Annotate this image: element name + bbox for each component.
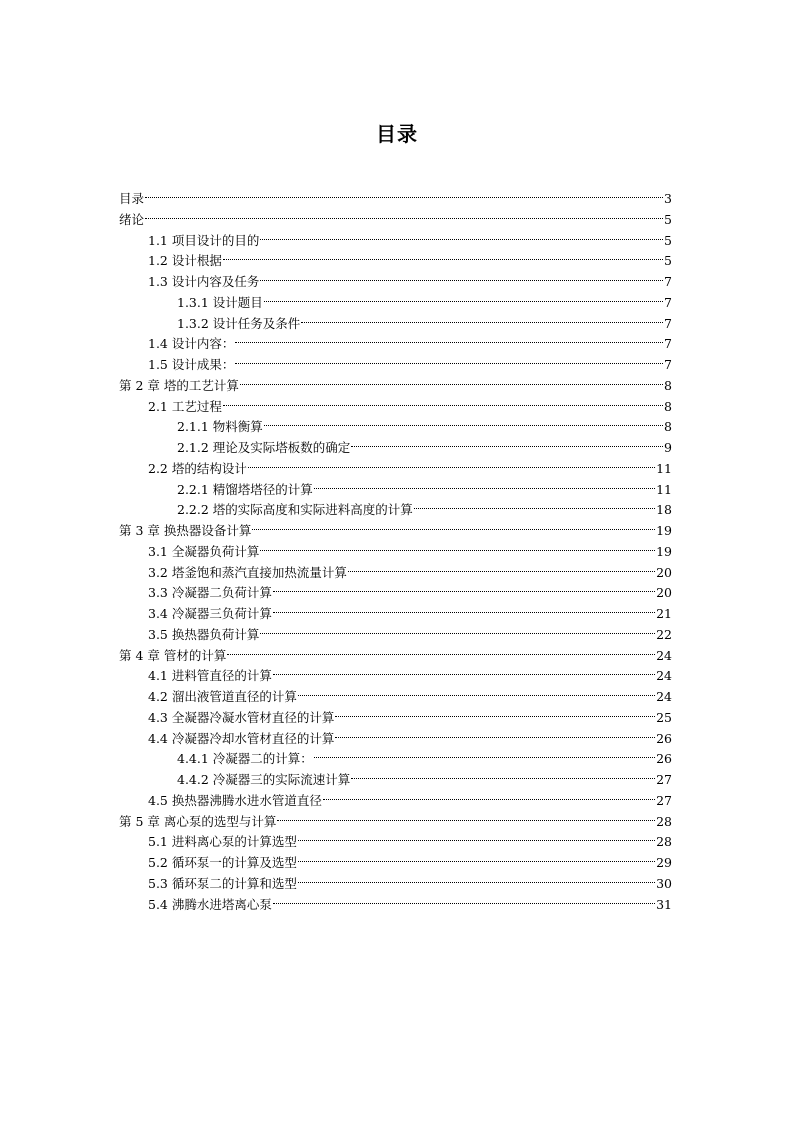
dot-leader [235,349,663,369]
toc-entry-title: 4.5 换热器沸腾水进水管道直径 [148,792,322,808]
toc-entry-title: 1.1 项目设计的目的 [148,232,260,248]
toc-entry-page-number: 5 [664,232,672,248]
toc-entry-title: 5.4 沸腾水进塔离心泵 [148,896,272,912]
dot-leader [298,826,655,846]
toc-entry-title: 第 4 章 管材的计算 [119,647,227,663]
toc-entry-title: 2.1 工艺过程 [148,398,222,414]
toc-entry-title: 1.3.2 设计任务及条件 [177,315,301,331]
toc-entry-page-number: 21 [656,606,672,621]
toc-entry-page-number: 18 [656,502,672,518]
toc-entry-page-number: 31 [656,896,672,912]
toc-entry-title: 4.2 溜出液管道直径的计算 [148,689,297,704]
toc-entry-page-number: 5 [664,211,672,227]
dot-leader [248,453,655,473]
dot-leader [348,557,655,577]
dot-leader [273,660,655,680]
toc-entry-title: 5.2 循环泵一的计算及选型 [148,855,297,870]
dot-leader [414,494,655,514]
toc-entry-title: 1.5 设计成果： [148,357,235,372]
dot-leader [145,204,663,224]
dot-leader [351,764,655,784]
dot-leader [314,474,655,494]
toc-entry-title: 第 5 章 离心泵的选型与计算 [119,813,277,829]
toc-entry-title: 5.3 循环泵二的计算和选型 [148,875,297,891]
toc-entry-page-number: 20 [656,585,672,601]
toc-entry-page-number: 7 [664,315,672,331]
page-title: 目录 [376,122,418,146]
toc-entry-title: 2.1.1 物料衡算 [177,419,263,435]
table-of-contents [119,183,672,912]
toc-entry-page-number: 8 [664,419,672,435]
toc-entry-title: 1.2 设计根据 [148,253,222,269]
toc-entry-title: 1.3.1 设计题目 [177,294,263,310]
dot-leader [260,619,655,639]
dot-leader [301,308,663,328]
toc-entry-page-number: 8 [664,377,672,393]
toc-entry-page-number: 24 [656,647,672,663]
toc-entry-page-number: 20 [656,564,672,580]
toc-entry-title: 2.2.2 塔的实际高度和实际进料高度的计算 [177,502,413,518]
toc-entry-page-number: 7 [664,294,672,310]
dot-leader [260,536,655,556]
toc-entry-title: 4.3 全凝器冷凝水管材直径的计算 [148,709,335,725]
dot-leader [335,723,655,743]
dot-leader [264,287,663,307]
dot-leader [323,785,655,805]
toc-entry-page-number: 11 [656,460,672,476]
toc-entry-title: 4.4.2 冷凝器三的实际流速计算 [177,772,351,787]
toc-entry-page-number: 7 [664,357,672,372]
dot-leader [223,391,663,411]
toc-entry-page-number: 7 [664,274,672,289]
toc-entry-page-number: 26 [656,730,672,746]
dot-leader [273,577,655,597]
toc-entry-title: 1.4 设计内容： [148,336,235,352]
dot-leader [335,702,655,722]
toc-entry-page-number: 28 [656,834,672,850]
toc-entry-title: 2.2.1 精馏塔塔径的计算 [177,481,313,497]
dot-leader [314,743,655,763]
toc-entry-title: 3.2 塔釜饱和蒸汽直接加热流量计算 [148,564,347,580]
toc-entry-page-number: 7 [664,336,672,352]
dot-leader [273,598,655,618]
toc-entry-title: 1.3 设计内容及任务 [148,274,260,289]
dot-leader [260,225,663,245]
toc-entry-page-number: 19 [656,523,672,538]
dot-leader [240,370,663,390]
dot-leader [235,328,663,348]
toc-entry-page-number: 24 [656,689,672,704]
dot-leader [351,432,663,452]
toc-entry-page-number: 27 [656,792,672,808]
dot-leader [223,245,663,265]
toc-entry[interactable] [119,225,672,246]
toc-entry-page-number: 9 [664,440,672,455]
toc-entry-title: 目录 [119,191,145,206]
toc-entry-page-number: 29 [656,855,672,870]
dot-leader [277,806,655,826]
toc-entry-page-number: 24 [656,668,672,684]
toc-entry-title: 第 2 章 塔的工艺计算 [119,377,239,393]
toc-entry-title: 3.1 全凝器负荷计算 [148,543,260,559]
toc-entry-page-number: 11 [656,481,672,497]
toc-entry-page-number: 8 [664,398,672,414]
toc-entry-page-number: 19 [656,543,672,559]
dot-leader [260,266,663,286]
toc-entry[interactable] [119,204,672,225]
dot-leader [273,889,655,909]
toc-entry-page-number: 25 [656,709,672,725]
toc-entry-title: 3.4 冷凝器三负荷计算 [148,606,272,621]
toc-entry-title: 4.4.1 冷凝器二的计算： [177,751,313,767]
toc-entry-page-number: 26 [656,751,672,767]
toc-entry-title: 4.1 进料管直径的计算 [148,668,272,684]
toc-entry-title: 3.5 换热器负荷计算 [148,626,260,642]
dot-leader [227,640,655,660]
toc-entry-title: 2.1.2 理论及实际塔板数的确定 [177,440,351,455]
toc-entry-title: 绪论 [119,211,145,227]
toc-entry-page-number: 30 [656,875,672,891]
toc-entry-title: 2.2 塔的结构设计 [148,460,247,476]
dot-leader [264,411,663,431]
toc-entry-title: 3.3 冷凝器二负荷计算 [148,585,272,601]
toc-entry-title: 4.4 冷凝器冷却水管材直径的计算 [148,730,335,746]
toc-entry-title: 5.1 进料离心泵的计算选型 [148,834,297,850]
dot-leader [252,515,655,535]
dot-leader [298,847,655,867]
dot-leader [298,868,655,888]
dot-leader [145,183,663,203]
toc-entry[interactable] [119,183,672,204]
toc-entry-page-number: 22 [656,626,672,642]
toc-entry-page-number: 3 [664,191,672,206]
toc-entry-page-number: 27 [656,772,672,787]
toc-entry-page-number: 5 [664,253,672,269]
dot-leader [298,681,655,701]
toc-entry-page-number: 28 [656,813,672,829]
toc-entry-title: 第 3 章 换热器设备计算 [119,523,252,538]
